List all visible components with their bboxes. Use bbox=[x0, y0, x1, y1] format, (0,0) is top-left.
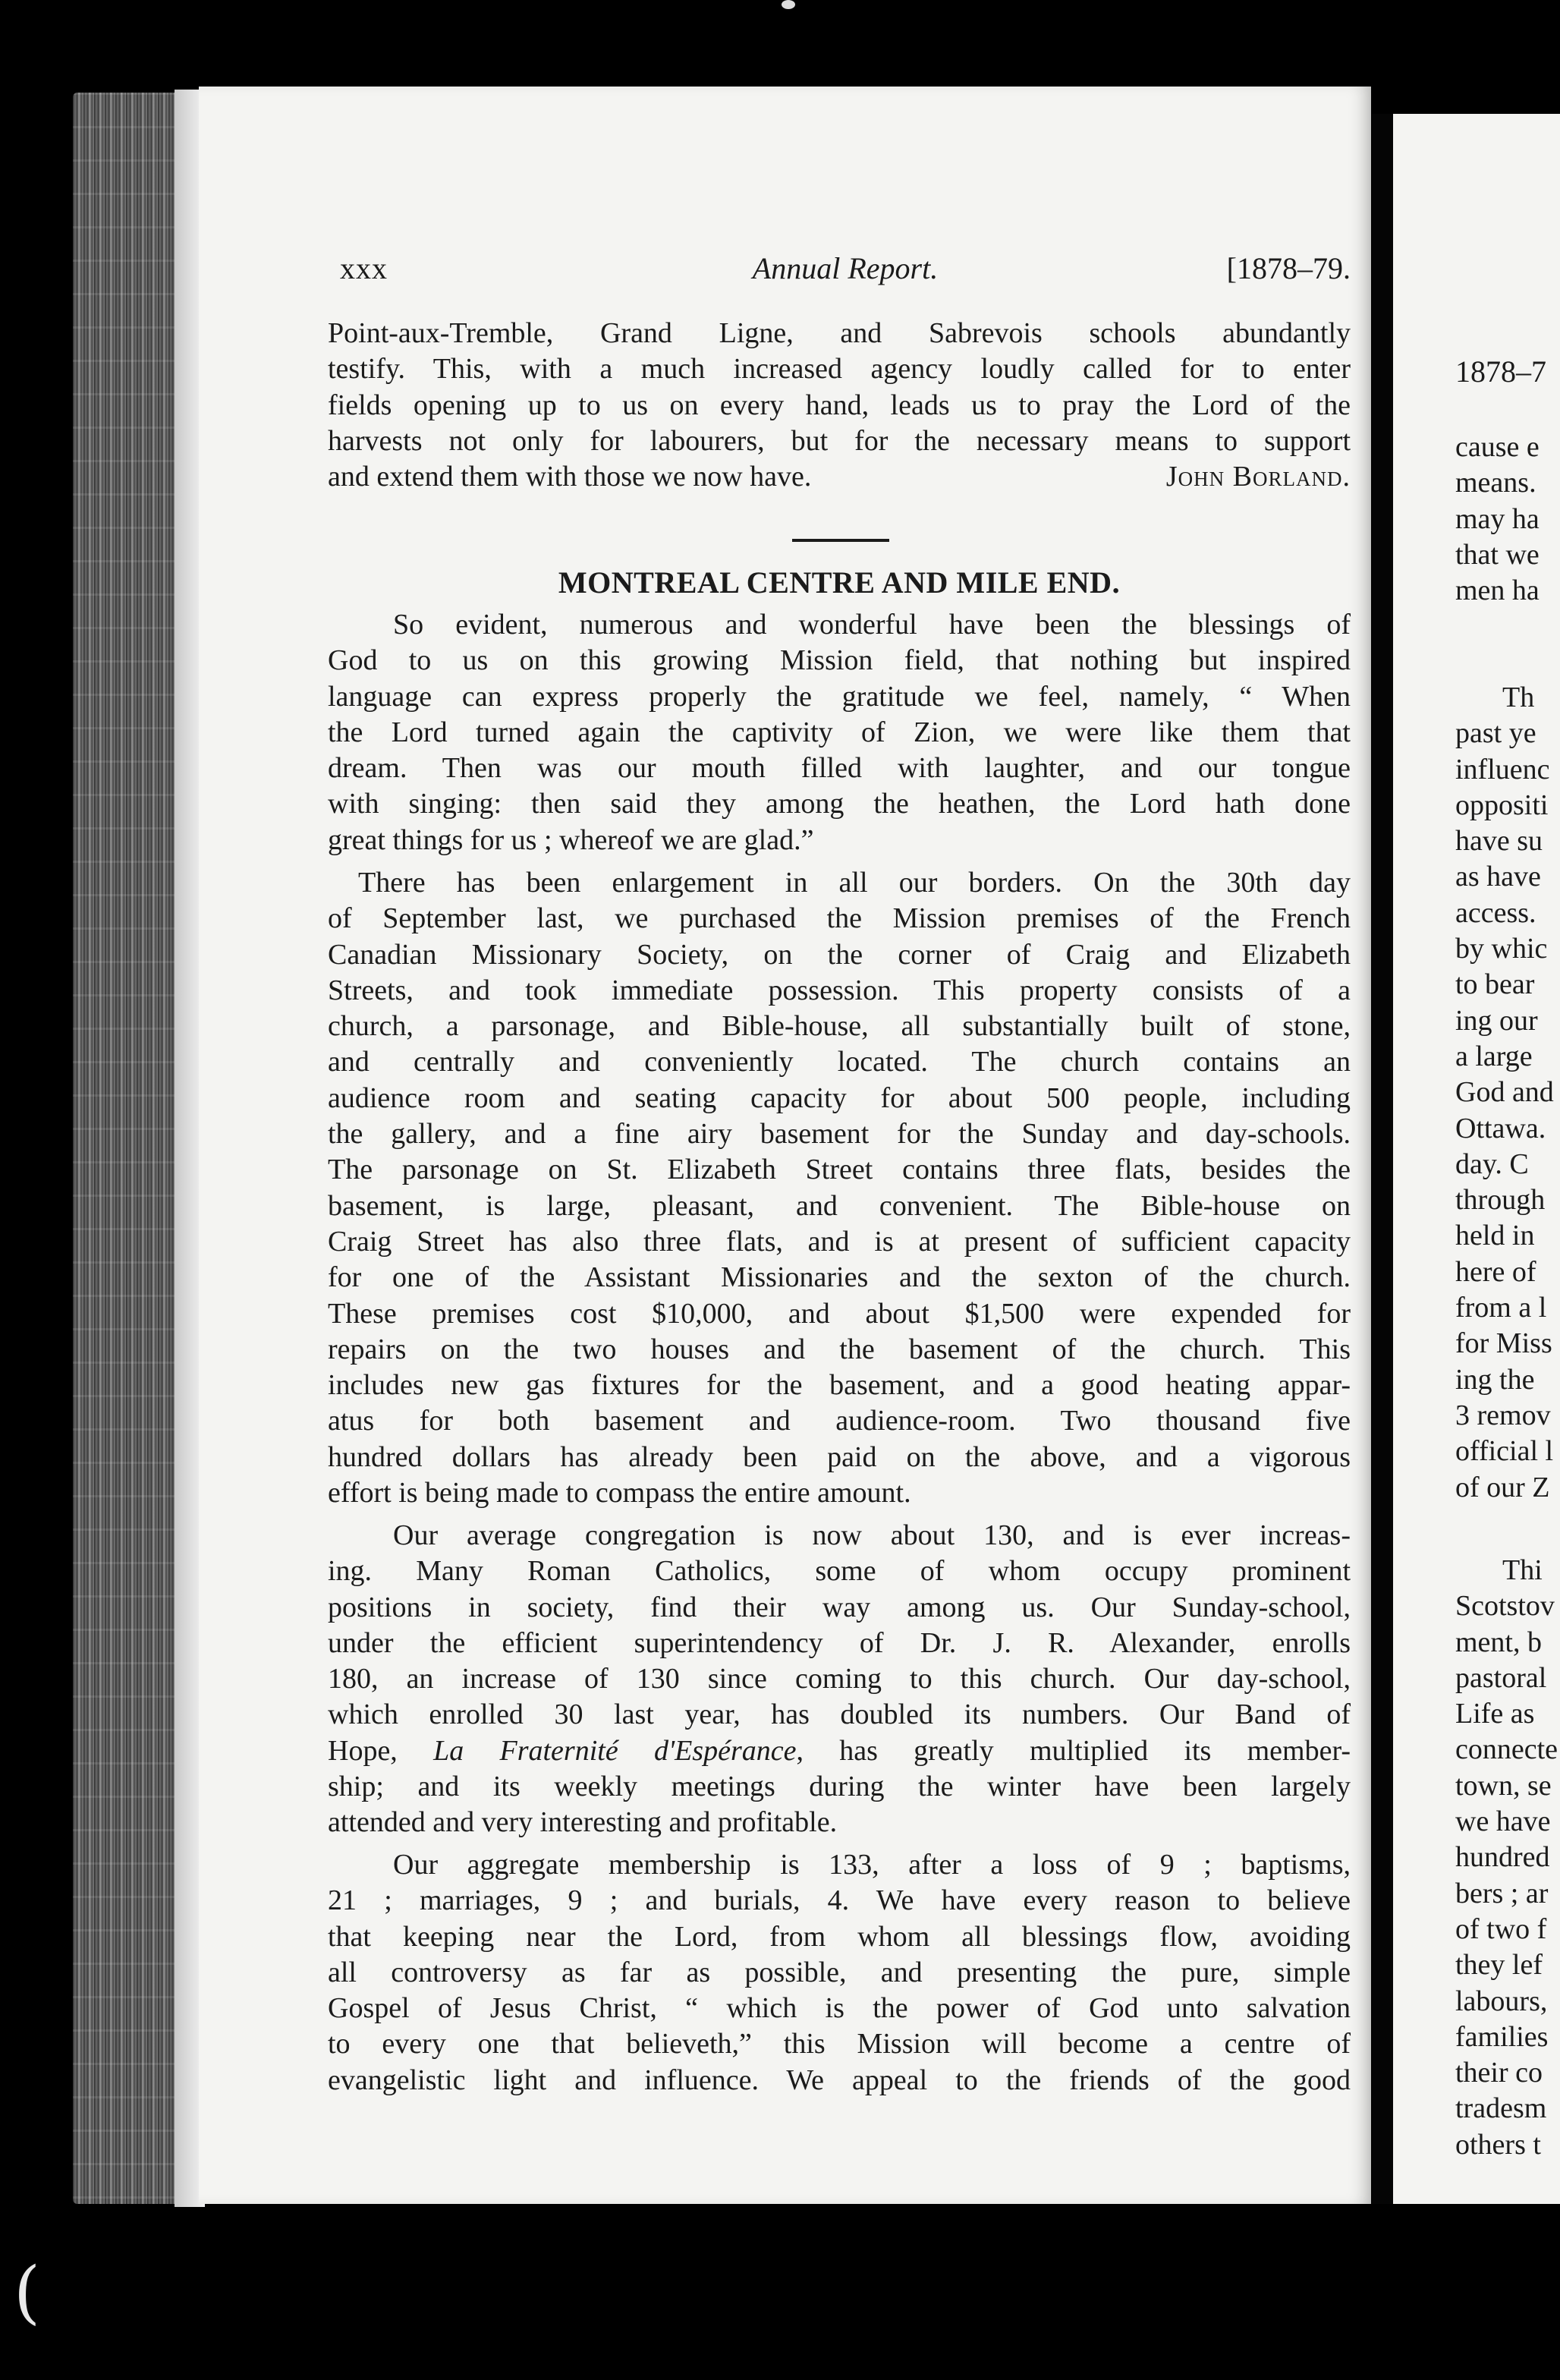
text-line: and centrally and conveniently located. The church contains an bbox=[328, 1046, 1351, 1078]
text-line-fragment: their co bbox=[1455, 2057, 1543, 2089]
running-year: [1878–79. bbox=[1226, 251, 1351, 285]
text-line: all controversy as far as possible, and presenting the pure, simple bbox=[328, 1956, 1351, 1988]
text-line: 21 ; marriages, 9 ; and burials, 4. We have every reason to believe bbox=[328, 1884, 1351, 1917]
right-page-fragment bbox=[1393, 114, 1560, 2204]
text-line: God to us on this growing Mission field, that nothing but inspired bbox=[328, 644, 1351, 677]
paragraph bbox=[328, 607, 1351, 858]
text-line-fragment: families bbox=[1455, 2020, 1549, 2053]
text-line-fragment: by whic bbox=[1455, 933, 1548, 965]
text-line-with-signature bbox=[328, 459, 1351, 495]
text-line: under the efficient superintendency of Dr. J. R. Alexander, enrolls bbox=[328, 1626, 1351, 1659]
text-line-fragment: means. bbox=[1455, 467, 1536, 499]
paragraph-continued bbox=[328, 316, 1351, 495]
text-line: harvests not only for labourers, but for the necessary means to support bbox=[328, 424, 1351, 457]
text-line: hundred dollars has already been paid on the above, and a vigorous bbox=[328, 1440, 1351, 1473]
text-line-fragment: have su bbox=[1455, 825, 1543, 858]
text-line-fragment: Th bbox=[1502, 682, 1535, 713]
text-line-fragment: we have bbox=[1455, 1805, 1551, 1838]
margin-mark: ( bbox=[14, 2252, 41, 2332]
text-line-fragment: influenc bbox=[1455, 753, 1550, 785]
signature: John Borland. bbox=[1165, 461, 1351, 493]
text-run: Hope, bbox=[328, 1734, 434, 1767]
text-line-fragment: bers ; ar bbox=[1455, 1877, 1549, 1909]
text-line-fragment: access. bbox=[1455, 896, 1536, 929]
text-line-fragment: of our Z bbox=[1455, 1471, 1550, 1503]
text-line-fragment: they lef bbox=[1455, 1949, 1543, 1982]
text-line: The parsonage on St. Elizabeth Street contains three flats, besides the bbox=[328, 1154, 1351, 1186]
text-line-fragment: Life as bbox=[1455, 1698, 1535, 1730]
text-line: evangelistic light and influence. We appeal to the friends of the good bbox=[328, 2064, 1351, 2096]
text-line-fragment: that we bbox=[1455, 538, 1540, 571]
text-line: the Lord turned again the captivity of Zion, we were like them that bbox=[328, 716, 1351, 748]
paragraph bbox=[328, 1518, 1351, 1841]
text-line-fragment: from a l bbox=[1455, 1292, 1547, 1324]
text-line-fragment: ing our bbox=[1455, 1004, 1538, 1037]
text-line-fragment: a large bbox=[1455, 1040, 1533, 1072]
text-line-fragment: connecte bbox=[1455, 1733, 1558, 1766]
text-line-fragment: men ha bbox=[1455, 575, 1540, 607]
text-line: repairs on the two houses and the basement of the church. This bbox=[328, 1333, 1351, 1365]
text-line-fragment: hundred bbox=[1455, 1841, 1550, 1874]
text-line-fragment: past ye bbox=[1455, 717, 1536, 750]
text-line-fragment: oppositi bbox=[1455, 789, 1549, 821]
text-line: attended and very interesting and profitable. bbox=[328, 1806, 838, 1839]
text-line-fragment: as have bbox=[1455, 861, 1541, 893]
text-line: the gallery, and a fine airy basement for the Sunday and day-schools. bbox=[328, 1118, 1351, 1151]
text-line: basement, is large, pleasant, and convenient. The Bible-house on bbox=[328, 1189, 1351, 1222]
text-line-fragment: tradesm bbox=[1455, 2092, 1547, 2125]
text-line: church, a parsonage, and Bible-house, all substantially built of stone, bbox=[328, 1010, 1351, 1043]
text-line-fragment: Scotstov bbox=[1455, 1590, 1555, 1623]
text-line: of September last, we purchased the Mission premises of the French bbox=[328, 902, 1351, 935]
paragraph bbox=[328, 865, 1351, 1511]
italic-title: La Fraternité d'Espérance bbox=[433, 1734, 797, 1767]
text-line: ing. Many Roman Catholics, some of whom occupy prominent bbox=[328, 1555, 1351, 1588]
text-line: Gospel of Jesus Christ, “ which is the power of God unto salvation bbox=[328, 1992, 1351, 2025]
text-line: ship; and its weekly meetings during the winter have been largely bbox=[328, 1771, 1351, 1803]
text-line-fragment: Ottawa. bbox=[1455, 1112, 1546, 1144]
text-line bbox=[328, 1733, 1351, 1769]
dust-speck bbox=[782, 0, 795, 9]
right-text-block bbox=[1455, 680, 1554, 1506]
section-divider bbox=[792, 539, 889, 542]
text-line: So evident, numerous and wonderful have been the blessings of bbox=[393, 609, 1351, 641]
text-line-fragment: to bear bbox=[1455, 968, 1535, 1001]
text-line-fragment: through bbox=[1455, 1184, 1546, 1217]
book-gutter bbox=[1372, 114, 1393, 2204]
text-line: There has been enlargement in all our borders. On the 30th day bbox=[358, 867, 1351, 899]
text-line: Streets, and took immediate possession. This property consists of a bbox=[328, 974, 1351, 1006]
text-line: language can express properly the gratitude we feel, namely, “ When bbox=[328, 680, 1351, 713]
text-line: Point-aux-Tremble, Grand Ligne, and Sabrevois schools abundantly bbox=[328, 317, 1351, 349]
paragraph bbox=[328, 1847, 1351, 2098]
text-line: Canadian Missionary Society, on the corner of Craig and Elizabeth bbox=[328, 938, 1351, 971]
text-line-fragment: ment, b bbox=[1455, 1626, 1542, 1658]
text-line-fragment: Thi bbox=[1502, 1554, 1543, 1586]
text-line-fragment: held in bbox=[1455, 1220, 1535, 1252]
text-line: with singing: then said they among the heathen, the Lord hath done bbox=[328, 788, 1351, 820]
text-line: for one of the Assistant Missionaries and the sexton of the church. bbox=[328, 1261, 1351, 1294]
text-line: which enrolled 30 last year, has doubled its numbers. Our Band of bbox=[328, 1698, 1351, 1731]
text-line-fragment: ing the bbox=[1455, 1363, 1535, 1396]
running-head bbox=[340, 250, 1351, 296]
text-line: atus for both basement and audience-room. Two thousand five bbox=[328, 1405, 1351, 1437]
text-line-fragment: 3 remov bbox=[1455, 1399, 1551, 1431]
text-line: positions in society, find their way among us. Our Sunday-school, bbox=[328, 1591, 1351, 1623]
text-line-fragment: God and bbox=[1455, 1076, 1554, 1109]
text-line-fragment: cause e bbox=[1455, 431, 1540, 463]
text-line: to every one that believeth,” this Mission will become a centre of bbox=[328, 2028, 1351, 2060]
text-line: dream. Then was our mouth filled with laughter, and our tongue bbox=[328, 752, 1351, 785]
text-line: Craig Street has also three flats, and is at present of sufficient capacity bbox=[328, 1225, 1351, 1258]
text-line-fragment: day. C bbox=[1455, 1148, 1529, 1180]
text-line: Our aggregate membership is 133, after a loss of 9 ; baptisms, bbox=[393, 1849, 1351, 1881]
text-line: 180, an increase of 130 since coming to this church. Our day-school, bbox=[328, 1663, 1351, 1695]
text-run: , has greatly multiplied its member- bbox=[796, 1734, 1351, 1767]
text-line: Our average congregation is now about 130, and is ever increas- bbox=[393, 1519, 1351, 1551]
text-line: These premises cost $10,000, and about $1,500 were expended for bbox=[328, 1297, 1351, 1330]
text-line-fragment: others t bbox=[1455, 2128, 1541, 2161]
text-line-fragment: town, se bbox=[1455, 1769, 1552, 1802]
text-line: fields opening up to us on every hand, leads us to pray the Lord of the bbox=[328, 389, 1351, 421]
section-heading: MONTREAL CENTRE AND MILE END. bbox=[558, 565, 1121, 600]
text-line-fragment: labours, bbox=[1455, 1985, 1548, 2017]
text-line-fragment: official l bbox=[1455, 1435, 1554, 1468]
text-line-fragment: here of bbox=[1455, 1255, 1536, 1288]
text-line-fragment: pastoral bbox=[1455, 1661, 1547, 1694]
text-line: and extend them with those we now have. bbox=[328, 461, 812, 493]
text-line: that keeping near the Lord, from whom all blessings flow, avoiding bbox=[328, 1920, 1351, 1953]
right-text-block bbox=[1455, 1553, 1558, 2163]
right-text-block bbox=[1455, 430, 1540, 609]
right-running-head: 1878–7 bbox=[1455, 354, 1546, 389]
text-line-fragment: of two f bbox=[1455, 1912, 1547, 1945]
running-title: Annual Report. bbox=[752, 251, 939, 285]
text-line: includes new gas fixtures for the basement, and a good heating appar- bbox=[328, 1369, 1351, 1402]
text-line-fragment: for Miss bbox=[1455, 1327, 1552, 1360]
text-line: audience room and seating capacity for about 500 people, including bbox=[328, 1081, 1351, 1114]
text-line: great things for us ; whereof we are glad.” bbox=[328, 823, 814, 856]
text-line: effort is being made to compass the entire amount. bbox=[328, 1477, 911, 1510]
text-line-fragment: may ha bbox=[1455, 502, 1540, 535]
text-line: testify. This, with a much increased agency loudly called for to enter bbox=[328, 353, 1351, 386]
page-number: xxx bbox=[340, 251, 388, 285]
